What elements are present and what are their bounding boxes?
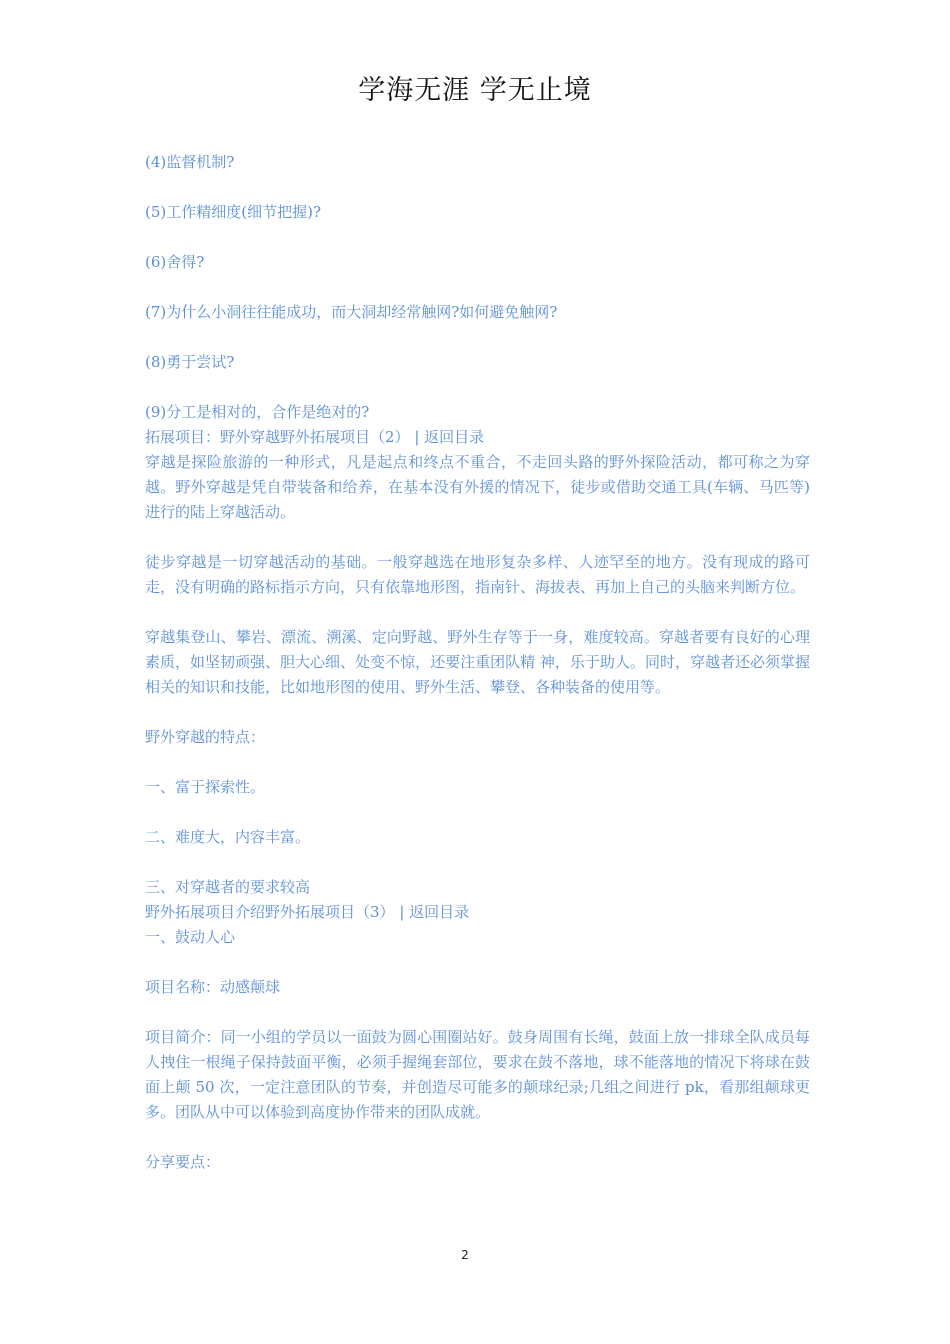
share-points: 分享要点：: [145, 1153, 221, 1171]
section-1-title: 一、鼓动人心: [145, 928, 236, 946]
project-name: 项目名称：动感颠球: [145, 978, 281, 996]
spacer: [145, 525, 810, 550]
spacer: [145, 1000, 810, 1025]
question-9: (9)分工是相对的，合作是绝对的?: [145, 403, 370, 421]
page-number: 2: [461, 1248, 469, 1262]
spacer: [145, 375, 810, 400]
paragraph-walking: 徒步穿越是一切穿越活动的基础。一般穿越选在地形复杂多样、人迹罕至的地方。没有现成的路可走，没有明确的路标指示方向，只有依靠地形图，指南针、海拔表、再加上自己的头脑来判断方位。: [145, 553, 810, 596]
page-header-title: 学海无涯 学无止境: [358, 75, 592, 106]
project-description: 项目简介：同一小组的学员以一面鼓为圆心围圈站好。鼓身周围有长绳，鼓面上放一排球全队成员每人拽住一根绳子保持鼓面平衡，必须手握绳套部位，要求在鼓不落地，球不能落地的情况下将球在鼓面上颠 50 次，一定注意团队的节奏，并创造尽可能多的颠球纪录;几组之间进行 pk，看那组颠球更多。团队从中可以体验到高度协作带来的团队成就。: [145, 1028, 810, 1121]
spacer: [145, 850, 810, 875]
spacer: [145, 700, 810, 725]
spacer: [145, 800, 810, 825]
project-3-header: 野外拓展项目介绍野外拓展项目（3） | 返回目录: [145, 903, 470, 921]
question-7: (7)为什么小洞往往能成功，而大洞却经常触网?如何避免触网?: [145, 303, 558, 321]
spacer: [145, 950, 810, 975]
spacer: [145, 175, 810, 200]
question-4: (4)监督机制?: [145, 153, 235, 171]
spacer: [145, 225, 810, 250]
question-5: (5)工作精细度(细节把握)?: [145, 203, 321, 221]
feature-2: 二、难度大，内容丰富。: [145, 828, 311, 846]
paragraph-skills: 穿越集登山、攀岩、漂流、溯溪、定向野越、野外生存等于一身，难度较高。穿越者要有良好的心理素质，如坚韧顽强、胆大心细、处变不惊，还要注重团队精 神，乐于助人。同时，穿越者还必须掌握相关的知识和技能，比如地形图的使用、野外生活、攀登、各种装备的使用等。: [145, 628, 810, 696]
question-8: (8)勇于尝试?: [145, 353, 235, 371]
paragraph-intro: 穿越是探险旅游的一种形式，凡是起点和终点不重合，不走回头路的野外探险活动，都可称之为穿越。野外穿越是凭自带装备和给养，在基本没有外援的情况下，徒步或借助交通工具(车辆、马匹等)进行的陆上穿越活动。: [145, 453, 810, 521]
feature-3: 三、对穿越者的要求较高: [145, 878, 311, 896]
features-title: 野外穿越的特点：: [145, 728, 266, 746]
question-6: (6)舍得?: [145, 253, 205, 271]
spacer: [145, 275, 810, 300]
document-body: [145, 150, 810, 1175]
spacer: [145, 325, 810, 350]
spacer: [145, 600, 810, 625]
project-2-header: 拓展项目：野外穿越野外拓展项目（2） | 返回目录: [145, 428, 485, 446]
spacer: [145, 750, 810, 775]
feature-1: 一、富于探索性。: [145, 778, 266, 796]
spacer: [145, 1125, 810, 1150]
